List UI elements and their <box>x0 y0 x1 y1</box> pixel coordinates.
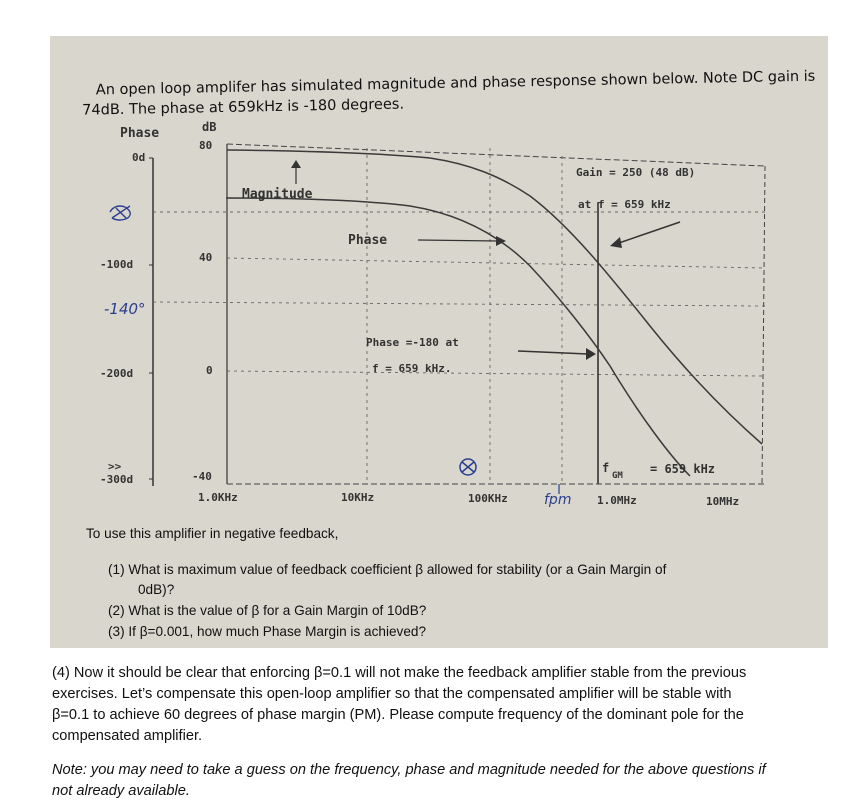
db-tick-minus40: -40 <box>192 470 212 483</box>
phase-tick-300: -300d <box>100 473 134 486</box>
bode-plot-figure <box>50 36 828 648</box>
handwritten-scribble-icon <box>110 206 130 220</box>
intro-line-1: An open loop amplifer has simulated magnitude and phase response shown below. Note DC gain is <box>95 68 816 99</box>
db-tick-80: 80 <box>199 139 213 152</box>
phase-note-line-2: f = 659 kHz. <box>372 362 452 375</box>
phase-tick-200: -200d <box>100 367 134 380</box>
phase-note-line-1: Phase =-180 at <box>366 336 459 349</box>
magnitude-label: Magnitude <box>242 187 313 202</box>
x-tick-1khz: 1.0KHz <box>198 491 238 504</box>
question-4: (4) Now it should be clear that enforcing β=0.1 will not make the feedback amplifier stable from the previous exercises. Let’s compensate this open-loop amplifier so that the compensated amplifier will be stable with β=0.1 to achieve 60 degrees of phase margin (PM). Please compute frequency of the dominant pole for the compensated amplifier. <box>52 665 747 744</box>
fgm-symbol: f <box>602 461 610 475</box>
gain-note-line-1: Gain = 250 (48 dB) <box>576 166 696 179</box>
gain-note-line-2: at f = 659 kHz <box>578 198 671 211</box>
intro-line-2: 74dB. The phase at 659kHz is -180 degrees. <box>82 96 405 119</box>
handwritten-fpm: fpm <box>544 492 572 508</box>
question-intro: To use this amplifier in negative feedback, <box>86 526 339 541</box>
x-tick-1mhz: 1.0MHz <box>597 494 637 507</box>
phase-axis-title: Phase <box>120 126 160 141</box>
question-3: (3) If β=0.001, how much Phase Margin is achieved? <box>108 624 426 639</box>
x-tick-10khz: 10KHz <box>341 491 375 504</box>
phase-tick-100: -100d <box>100 258 134 271</box>
question-1-line-2: 0dB)? <box>138 582 175 597</box>
handwritten-minus-140: -140° <box>104 300 146 318</box>
problem-photo <box>50 36 828 648</box>
db-tick-40: 40 <box>199 251 213 264</box>
phase-tick-0: 0d <box>132 151 146 164</box>
question-1-line-1: (1) What is maximum value of feedback coefficient β allowed for stability (or a Gain Margin of <box>108 562 667 577</box>
note: Note: you may need to take a guess on the frequency, phase and magnitude needed for the above questions if not already available. <box>52 762 766 799</box>
handwritten-circle-icon <box>460 459 476 475</box>
x-tick-100khz: 100KHz <box>468 492 508 505</box>
phase-curve-label: Phase <box>348 233 388 248</box>
question-2: (2) What is the value of β for a Gain Margin of 10dB? <box>108 603 427 618</box>
db-axis-title: dB <box>202 120 217 134</box>
x-tick-10mhz: 10MHz <box>706 495 740 508</box>
fgm-subscript: GM <box>612 471 623 481</box>
fgm-value: = 659 kHz <box>650 462 716 476</box>
chevrons: >> <box>108 460 122 473</box>
db-tick-0: 0 <box>206 364 213 377</box>
